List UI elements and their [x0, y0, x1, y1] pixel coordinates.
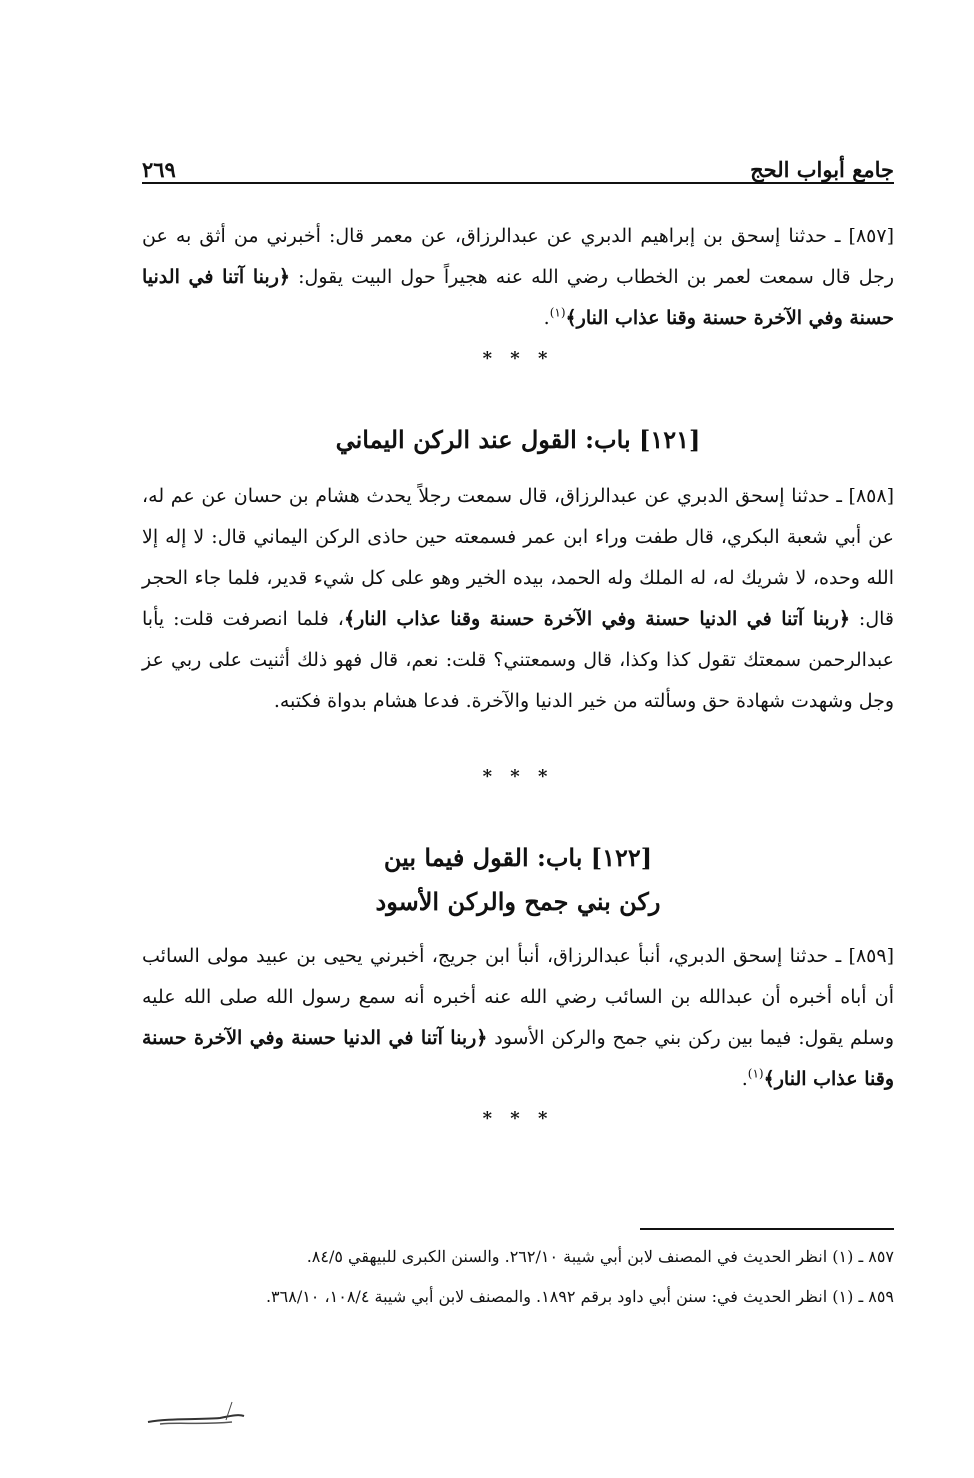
page-number: ٢٦٩: [142, 157, 176, 182]
footnote-marker: (١): [747, 1066, 764, 1081]
section-separator: * * *: [482, 1108, 554, 1129]
hadith-859: [142, 936, 894, 1100]
footnote-857: ٨٥٧ ـ (١) انظر الحديث في المصنف لابن أبي شيبة ٢٦٢/١٠. والسنن الكبرى للبيهقي ٨٤/٥.: [306, 1247, 894, 1266]
running-title: جامع أبواب الحج: [750, 157, 894, 182]
running-header: [142, 148, 894, 182]
hadith-857: [142, 216, 894, 339]
footnote-marker: (١): [549, 305, 566, 320]
hadith-858-rest: ، فلما انصرفت قلت: يأبا عبدالرحمن سمعتك تقول كذا وكذا، قال وسمعتني؟ قلت: نعم، قال فهو ذلك أثنيت على ربي عز وجل وشهدت شهادة حق وسألته من خير الدنيا والآخرة. فدعا هشام بدواة فكتبه.: [142, 608, 894, 712]
ink-mark-icon: [140, 1392, 250, 1432]
hadith-858: [142, 476, 894, 722]
footnote-rule: [640, 1228, 894, 1230]
hadith-859-verse: ﴿ربنا آتنا في الدنيا حسنة وفي الآخرة حسنة وقنا عذاب النار﴾: [142, 1027, 894, 1090]
chapter-121-title: [١٢١] باب: القول عند الركن اليماني: [335, 425, 701, 454]
section-separator: * * *: [482, 766, 554, 787]
hadith-858-verse: ﴿ربنا آتنا في الدنيا حسنة وفي الآخرة حسنة وقنا عذاب النار﴾: [343, 608, 850, 630]
hadith-857-verse: ﴿ربنا آتنا في الدنيا حسنة وفي الآخرة حسنة وقنا عذاب النار﴾: [142, 266, 894, 329]
hadith-859-text: [٨٥٩] ـ حدثنا إسحق الدبري، أنبأ عبدالرزاق، أنبأ ابن جريج، أخبرني يحيى بن عبيد مولى السائب أن أباه أخبره أن عبدالله بن السائب رضي الله عنه أخبره أنه سمع رسول الله صلى الله عليه وسلم يقول: فيما بين ركن بني جمح والركن الأسود: [142, 945, 895, 1049]
hadith-858-text: [٨٥٨] ـ حدثنا إسحق الدبري عن عبدالرزاق، قال سمعت رجلاً يحدث هشام بن حسان عن عم له، عن أبي شعبة البكري، قال طفت وراء ابن عمر فسمعته حين حاذى الركن اليماني قال: لا إله إلا الله وحده، لا شريك له، له الملك وله الحمد، بيده الخير وهو على كل شيء قدير، فلما جاء الحجر قال:: [142, 485, 894, 630]
section-separator: * * *: [482, 348, 554, 369]
footnote-859: ٨٥٩ ـ (١) انظر الحديث في: سنن أبي داود برقم ١٨٩٢. والمصنف لابن أبي شيبة ١٠٨/٤، ٣٦٨/١٠.: [265, 1287, 894, 1306]
header-rule: [142, 182, 894, 184]
chapter-122-title-line2: ركن بني جمح والركن الأسود: [375, 887, 661, 916]
hadith-857-end: .: [543, 307, 550, 329]
hadith-859-end: .: [741, 1068, 748, 1090]
chapter-122-title: [142, 836, 894, 924]
hadith-857-text: [٨٥٧] ـ حدثنا إسحق بن إبراهيم الدبري عن عبدالرزاق، عن معمر قال: أخبرني من أثق به عن رجل قال سمعت لعمر بن الخطاب رضي الله عنه هجيراً حول البيت يقول:: [142, 225, 895, 288]
chapter-122-title-line1: [١٢٢] باب: القول فيما بين: [383, 843, 653, 872]
